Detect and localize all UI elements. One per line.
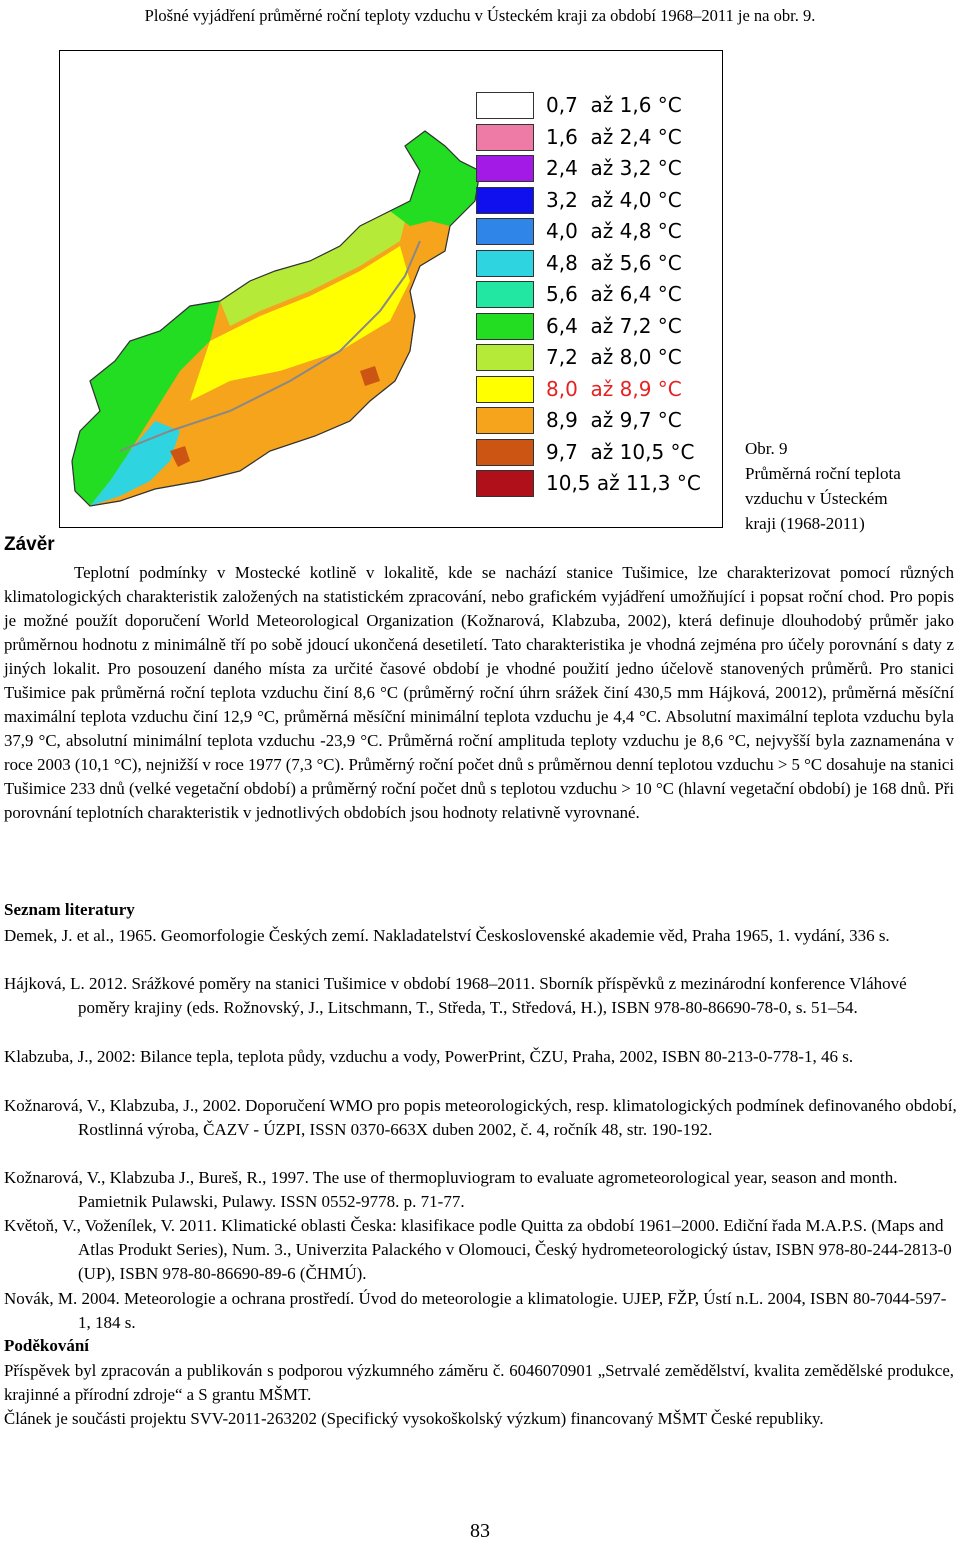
legend-swatch xyxy=(476,313,534,340)
legend-row xyxy=(476,155,716,186)
caption-number: Obr. 9 xyxy=(745,439,788,458)
acknowledgement-project: Článek je součásti projektu SVV-2011-263202 (Specifický vysokoškolský výzkum) financovaný MŠMT České republiky. xyxy=(4,1409,824,1428)
legend-label: 1,6 až 2,4 °C xyxy=(546,124,682,149)
conclusion-text: Teplotní podmínky v Mostecké kotlině v lokalitě, kde se nachází stanice Tušimice, lze charakterizovat pomocí různých klimatologických charakteristik založených na statistickém zpracování, nebo grafickém vyjádření umožňující i popsat roční chod. Pro popis je možné použít doporučení World Meteorological Organization (Kožnarová, Klabzuba, 2002), která definuje dlouhodobý průměr jako průměrnou hodnotu z minimálně tří po sobě jdoucí ukončená desetiletí. Tato charakteristika je vhodná zejména pro účely porovnání s daty z jiných lokalit. Pro posouzení daného místa za určité časové období je vhodné použití jedno účelově stanovených průměrů. Pro stanici Tušimice pak průměrná roční teplota vzduchu činí 8,6 °C (průměrný roční úhrn srážek činí 430,5 mm Hájková, 20012), průměrná měsíční maximální teplota vzduchu činí 12,9 °C, průměrná měsíční minimální teplota vzduchu je 4,4 °C. Absolutní maximální teplota vzduchu byla 37,9 °C, absolutní minimální teplota vzduchu -23,9 °C. Průměrná roční amplituda teploty vzduchu je 8,6 °C, nejvyšší byla zaznamenána v roce 2003 (10,1 °C), nejnižší v roce 1977 (7,3 °C). Průměrný roční počet dnů s průměrnou denní teplotou vzduchu > 5 °C dosahuje na stanici Tušimice 233 dnů (velké vegetační období) a průměrný roční počet dnů s teplotou vzduchu > 10 °C (hlavní vegetační období) je 168 dnů. Při porovnání teplotních charakteristik v jednotlivých obdobích jsou hodnoty relativně vyrovnané. xyxy=(4,563,954,822)
legend-swatch xyxy=(476,250,534,277)
legend-row xyxy=(476,344,716,375)
acknowledgement-heading: Poděkování xyxy=(4,1336,90,1355)
legend-label: 3,2 až 4,0 °C xyxy=(546,187,682,212)
conclusion-paragraph xyxy=(4,561,954,825)
legend-row xyxy=(476,250,716,281)
legend-label: 8,0 až 8,9 °C xyxy=(546,376,682,401)
legend-label: 8,9 až 9,7 °C xyxy=(546,408,682,432)
legend-row xyxy=(476,439,716,470)
legend-label: 6,4 až 7,2 °C xyxy=(546,313,682,338)
intro-sentence: Plošné vyjádření průměrné roční teploty vzduchu v Ústeckém kraji za období 1968–2011 je na obr. 9. xyxy=(144,6,816,25)
legend-swatch xyxy=(476,439,534,466)
legend-label: 7,2 až 8,0 °C xyxy=(546,345,682,369)
figure-caption xyxy=(745,436,901,536)
reference-item: Demek, J. et al., 1965. Geomorfologie Českých zemí. Nakladatelství Československé akademie věd, Praha 1965, 1. vydání, 336 s. xyxy=(4,926,890,945)
legend-swatch xyxy=(476,155,534,182)
conclusion-heading: Závěr xyxy=(4,534,55,555)
legend-label: 4,0 až 4,8 °C xyxy=(546,219,682,243)
legend-swatch xyxy=(476,376,534,403)
page-number: 83 xyxy=(470,1520,490,1542)
legend-swatch xyxy=(476,407,534,434)
legend-swatch xyxy=(476,218,534,245)
legend-swatch xyxy=(476,281,534,308)
legend-row xyxy=(476,187,716,218)
caption-line: kraji (1968-2011) xyxy=(745,514,865,533)
legend-row xyxy=(476,376,716,407)
reference-item: Kožnarová, V., Klabzuba, J., 2002. Doporučení WMO pro popis meteorologických, resp. klimatologických podmínek definovaného období, Rostlinná výroba, ČAZV - ÚZPI, ISSN 0370-663X duben 2002, č. 4, ročník 48, str. 190-192. xyxy=(4,1096,957,1139)
legend-label: 5,6 až 6,4 °C xyxy=(546,282,682,306)
legend-row xyxy=(476,470,716,501)
legend-row xyxy=(476,218,716,249)
caption-line: vzduchu v Ústeckém xyxy=(745,489,888,508)
legend-label: 10,5 až 11,3 °C xyxy=(546,471,701,495)
caption-line: Průměrná roční teplota xyxy=(745,464,901,483)
legend-row xyxy=(476,124,716,155)
legend-swatch xyxy=(476,124,534,151)
acknowledgement-paragraph: Příspěvek byl zpracován a publikován s podporou výzkumného záměru č. 6046070901 „Setrvalé zemědělství, kvalita zemědělské produkce, krajinné a přírodní zdroje“ a S grantu MŠMT. xyxy=(4,1361,954,1404)
legend-row xyxy=(476,92,716,123)
reference-item: Hájková, L. 2012. Srážkové poměry na stanici Tušimice v období 1968–2011. Sborník příspěvků z mezinárodní konference Vláhové poměry krajiny (eds. Rožnovský, J., Litschmann, T., Středa, T., Středová, H.), ISBN 978-80-86690-78-0, s. 51–54. xyxy=(4,974,907,1017)
reference-item: Klabzuba, J., 2002: Bilance tepla, teplota půdy, vzduchu a vody, PowerPrint, ČZU, Praha, 2002, ISBN 80-213-0-778-1, 46 s. xyxy=(4,1047,854,1066)
map-band-north-tip xyxy=(390,131,480,226)
legend-row xyxy=(476,313,716,344)
legend-label: 0,7 až 1,6 °C xyxy=(546,93,682,117)
legend-row xyxy=(476,281,716,312)
reference-item: Květoň, V., Voženílek, V. 2011. Klimatické oblasti Česka: klasifikace podle Quitta za období 1961–2000. Ediční řada M.A.P.S. (Maps and Atlas Produkt Series), Num. 3., Univerzita Palackého v Olomouci, Český hydrometeorologický ústav, ISBN 978-80-244-2813-0 (UP), ISBN 978-80-86690-89-6 (ČHMÚ). xyxy=(4,1216,952,1283)
legend-swatch xyxy=(476,344,534,371)
legend-label: 4,8 až 5,6 °C xyxy=(546,250,682,275)
legend-swatch xyxy=(476,187,534,214)
legend-swatch xyxy=(476,92,534,119)
legend-swatch xyxy=(476,470,534,497)
legend-row xyxy=(476,407,716,438)
reference-item: Kožnarová, V., Klabzuba J., Bureš, R., 1997. The use of thermopluviogram to evaluate agrometeorological year, season and month. Pamietnik Pulawski, Pulawy. ISSN 0552-9778. p. 71-77. xyxy=(4,1168,898,1211)
reference-item: Novák, M. 2004. Meteorologie a ochrana prostředí. Úvod do meteorologie a klimatologie. UJEP, FŽP, Ústí n.L. 2004, ISBN 80-7044-597-1, 184 s. xyxy=(4,1289,947,1332)
legend-label: 9,7 až 10,5 °C xyxy=(546,439,695,464)
literature-heading: Seznam literatury xyxy=(4,900,135,919)
legend-label: 2,4 až 3,2 °C xyxy=(546,156,682,180)
